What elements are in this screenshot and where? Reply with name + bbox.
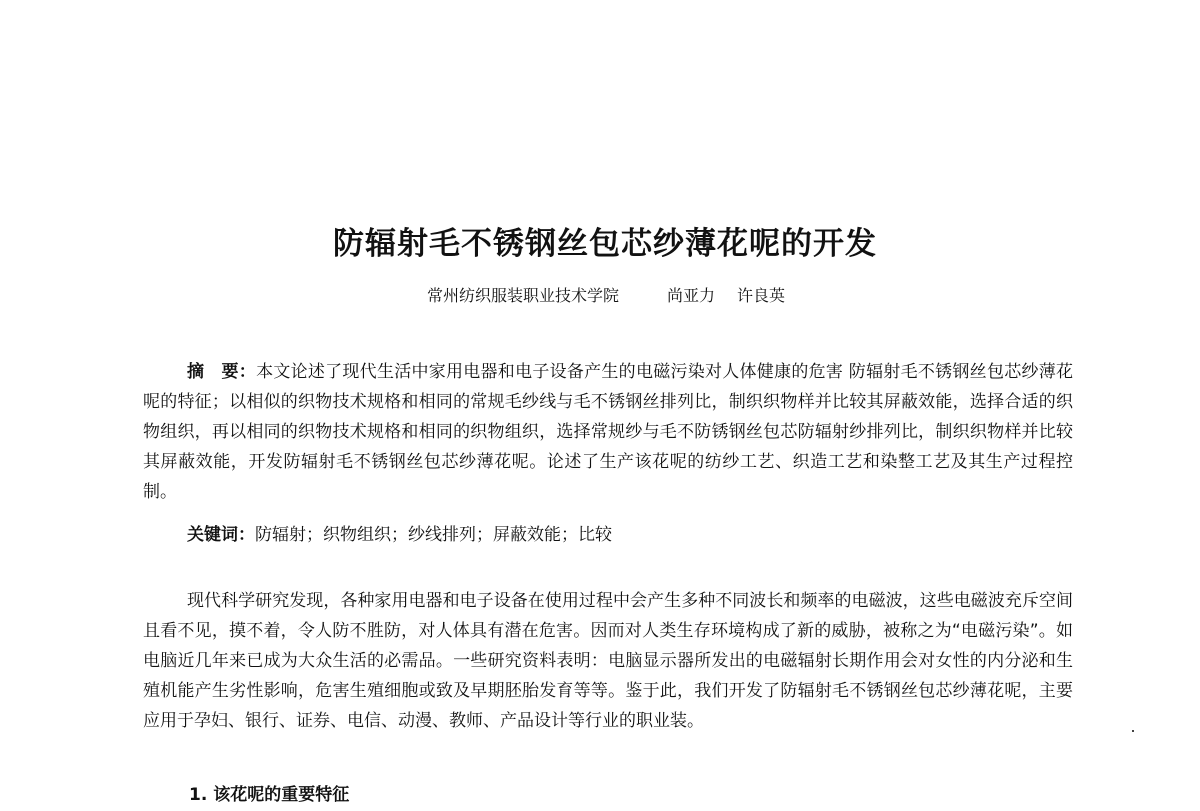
keywords — [143, 520, 1073, 550]
author-name: 许良英 — [737, 286, 786, 305]
keywords-label: 关键词： — [187, 525, 255, 545]
author-name: 尚亚力 — [666, 286, 715, 305]
scan-speck — [1132, 730, 1134, 732]
abstract-text: 本文论述了现代生活中家用电器和电子设备产生的电磁污染对人体健康的危害 防辐射毛不锈钢丝包芯纱薄花呢的特征；以相似的织物技术规格和相同的常规毛纱线与毛不锈钢丝排列比，制织织物样并比较其屏蔽效能，选择合适的织物组织，再以相同的织物技术规格和相同的织物组织，选择常规纱与毛不防锈钢丝包芯防辐射纱排列比，制织织物样并比较其屏蔽效能，开发防辐射毛不锈钢丝包芯纱薄花呢。论述了生产该花呢的纺纱工艺、织造工艺和染整工艺及其生产过程控制。 — [143, 362, 1074, 502]
abstract-label: 摘 要： — [187, 362, 257, 382]
intro-paragraph: 现代科学研究发现，各种家用电器和电子设备在使用过程中会产生多种不同波长和频率的电磁波，这些电磁波充斥空间且看不见，摸不着，令人防不胜防，对人体具有潜在危害。因而对人类生存环境构成了新的威胁，被称之为“电磁污染”。如电脑近几年来已成为大众生活的必需品。一些研究资料表明：电脑显示器所发出的电磁辐射长期作用会对女性的内分泌和生殖机能产生劣性影响，危害生殖细胞或致及早期胚胎发育等等。鉴于此，我们开发了防辐射毛不锈钢丝包芯纱薄花呢，主要应用于孕妇、银行、证券、电信、动漫、教师、产品设计等行业的职业装。 — [143, 591, 1073, 731]
paper-title: 防辐射毛不锈钢丝包芯纱薄花呢的开发 — [333, 226, 877, 262]
section-heading: 1. 该花呢的重要特征 — [189, 785, 350, 805]
affiliation: 常州纺织服装职业技术学院 — [426, 286, 619, 305]
byline — [0, 284, 1200, 308]
abstract — [143, 357, 1073, 507]
body-paragraph — [143, 586, 1073, 736]
keywords-text: 防辐射；织物组织；纱线排列；屏蔽效能；比较 — [255, 525, 612, 545]
